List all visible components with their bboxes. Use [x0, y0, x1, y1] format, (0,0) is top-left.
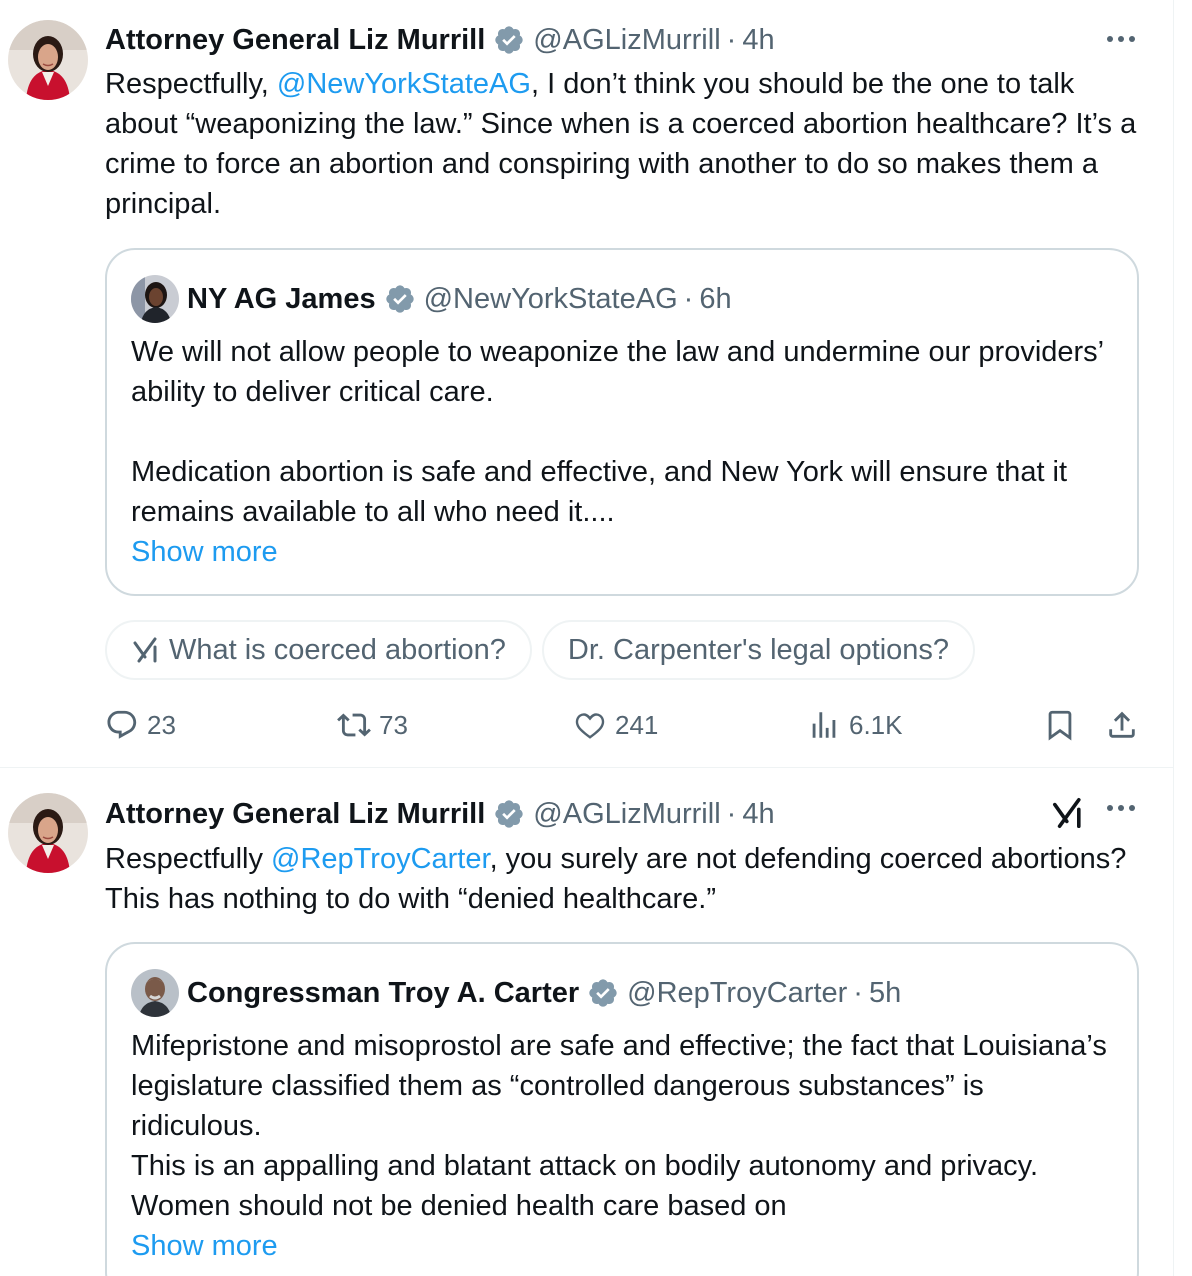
avatar[interactable] — [131, 275, 179, 323]
separator: · — [726, 797, 737, 830]
quote-paragraph: We will not allow people to weaponize the law and undermine our providers’ ability to deliver critical care. — [131, 336, 1104, 408]
tweet-text — [105, 64, 1145, 224]
separator: · — [853, 976, 863, 1009]
like-icon — [573, 708, 607, 742]
reply-button[interactable] — [105, 702, 176, 748]
tweet-header — [105, 20, 775, 60]
text-part: , you surely are not defending coerced abortions? This has nothing to do with “denied healthcare.” — [105, 843, 1127, 915]
more-icon[interactable] — [1103, 793, 1139, 823]
more-icon[interactable] — [1103, 24, 1139, 54]
views-button[interactable] — [807, 702, 903, 748]
text-part: Respectfully, — [105, 68, 277, 100]
quote-author-name[interactable]: Congressman Troy A. Carter — [187, 976, 580, 1009]
quote-text — [131, 332, 1121, 572]
reply-count: 23 — [147, 709, 176, 740]
verified-badge-icon — [384, 283, 416, 315]
text-part: , I don’t think you should be the one to talk about “weaponizing the law.” Since when is a coerced abortion healthcare? It’s a crime to force an abortion and conspiring with another to do so makes them a principal. — [105, 68, 1137, 220]
author-handle[interactable]: @AGLizMurrill — [533, 797, 721, 830]
suggestion-chip[interactable] — [105, 620, 532, 680]
author-handle[interactable]: @AGLizMurrill — [533, 23, 721, 56]
quote-timestamp[interactable]: 6h — [699, 282, 732, 315]
quote-paragraph: Mifepristone and misoprostol are safe and effective; the fact that Louisiana’s legislature classified them as “controlled dangerous substances” is ridiculous. — [131, 1030, 1107, 1142]
action-bar — [105, 702, 1139, 748]
author-name[interactable]: Attorney General Liz Murrill — [105, 23, 486, 56]
verified-badge-icon — [493, 24, 525, 56]
like-count: 241 — [615, 709, 659, 740]
bookmark-button[interactable] — [1043, 702, 1077, 748]
view-count: 6.1K — [849, 709, 903, 740]
chip-label: What is coerced abortion? — [169, 633, 506, 666]
tweet-header — [105, 794, 775, 834]
grok-suggestions — [105, 620, 975, 680]
separator: · — [726, 23, 737, 56]
quoted-tweet[interactable] — [105, 248, 1139, 596]
quote-header — [131, 277, 732, 321]
show-more-link[interactable]: Show more — [131, 1230, 278, 1262]
chip-label: Dr. Carpenter's legal options? — [567, 633, 950, 666]
views-icon — [807, 708, 841, 742]
quote-paragraph: This is an appalling and blatant attack on bodily autonomy and privacy. Women should not be denied health care based on — [131, 1150, 1039, 1222]
repost-button[interactable] — [337, 702, 408, 748]
text-part: Respectfully — [105, 843, 272, 875]
quote-paragraph: Medication abortion is safe and effective, and New York will ensure that it remains available to all who need it.... — [131, 456, 1068, 528]
verified-badge-icon — [587, 977, 619, 1009]
timestamp[interactable]: 4h — [742, 23, 775, 56]
avatar[interactable] — [131, 969, 179, 1017]
quote-timestamp[interactable]: 5h — [868, 976, 902, 1009]
repost-icon — [337, 708, 371, 742]
quote-author-name[interactable]: NY AG James — [187, 282, 376, 315]
suggestion-chip[interactable] — [542, 620, 975, 680]
like-button[interactable] — [573, 702, 658, 748]
timestamp[interactable]: 4h — [742, 797, 775, 830]
bookmark-icon — [1043, 708, 1077, 742]
paragraph-gap — [131, 412, 1121, 452]
quote-text — [131, 1026, 1121, 1266]
grok-icon — [131, 635, 161, 665]
quote-header — [131, 971, 901, 1015]
separator: · — [683, 282, 694, 315]
repost-count: 73 — [379, 709, 408, 740]
author-name[interactable]: Attorney General Liz Murrill — [105, 797, 486, 830]
mention-link[interactable]: @RepTroyCarter — [271, 843, 490, 875]
reply-icon — [105, 708, 139, 742]
tweet[interactable] — [0, 769, 1174, 1276]
verified-badge-icon — [493, 798, 525, 830]
share-icon — [1105, 708, 1139, 742]
quote-author-handle[interactable]: @RepTroyCarter — [627, 976, 848, 1009]
quote-author-handle[interactable]: @NewYorkStateAG — [423, 282, 678, 315]
tweet-text — [105, 839, 1145, 919]
avatar[interactable] — [8, 793, 88, 873]
share-button[interactable] — [1105, 702, 1139, 748]
grok-icon[interactable] — [1050, 795, 1086, 831]
avatar[interactable] — [8, 20, 88, 100]
mention-link[interactable]: @NewYorkStateAG — [276, 68, 531, 100]
show-more-link[interactable]: Show more — [131, 536, 278, 568]
quoted-tweet[interactable] — [105, 942, 1139, 1276]
